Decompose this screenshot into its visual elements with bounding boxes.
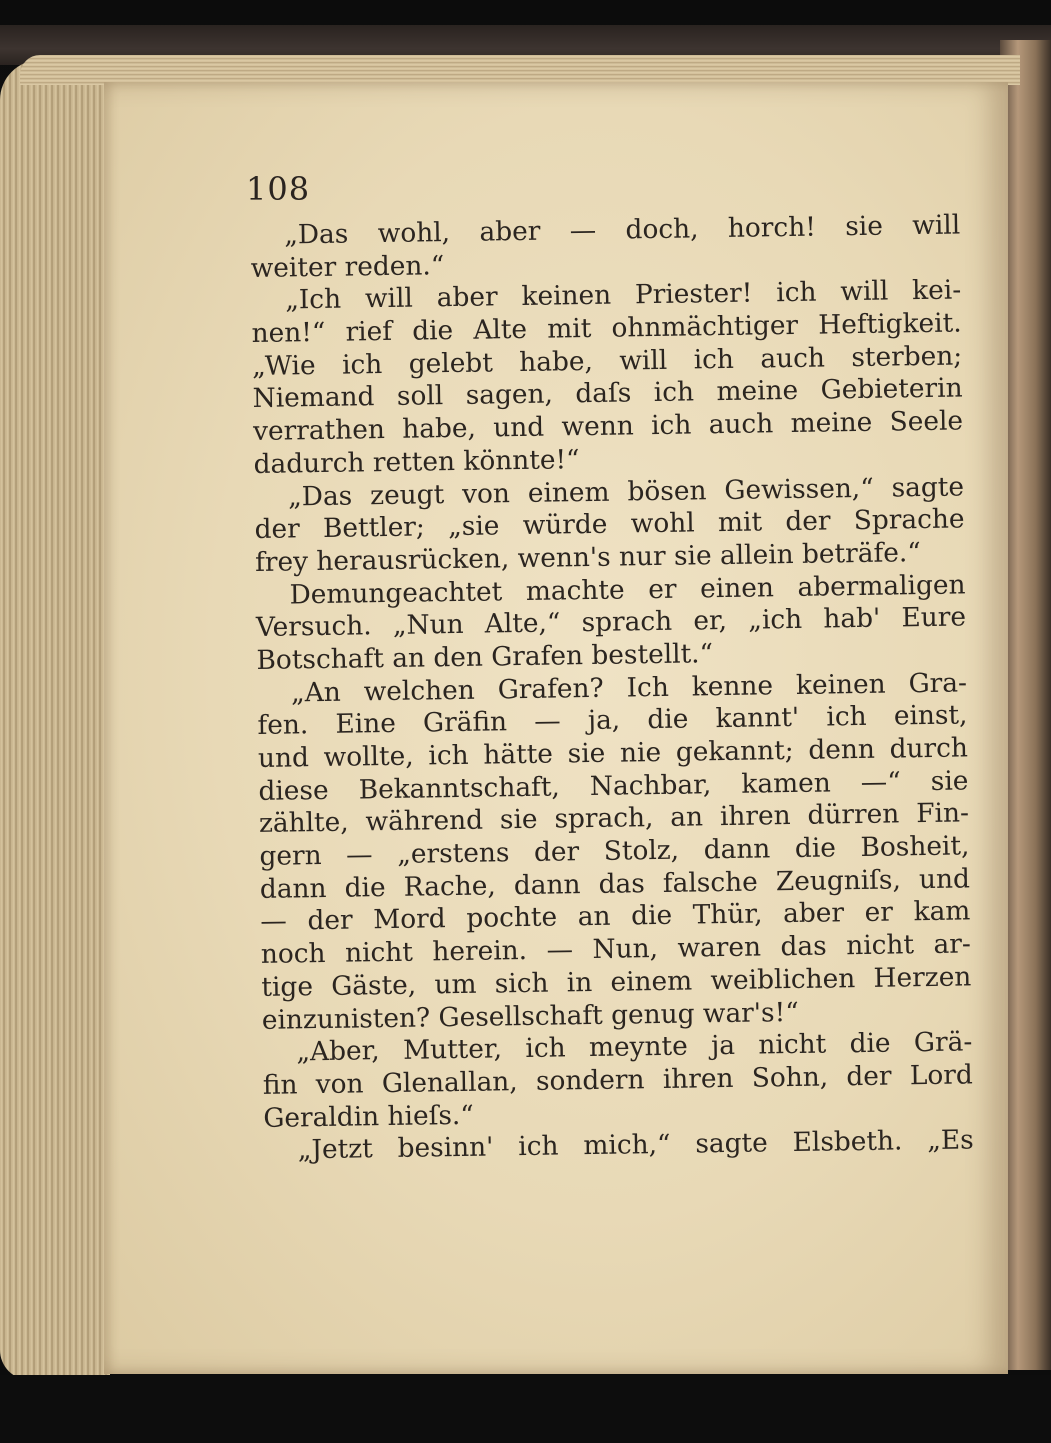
- background-bottom: [0, 1375, 1051, 1443]
- text-line: nen!“ rief die Alte mit ohnmächtiger Heftigkeit.: [251, 307, 962, 350]
- text-line: „Das zeugt von einem bösen Gewissen,“ sagte: [287, 470, 965, 512]
- text-line: tige Gäste, um sich in einem weiblichen Herzen: [261, 961, 972, 1003]
- text-line: gern — „erstens der Stolz, dann die Bosheit,: [259, 830, 970, 872]
- text-line: „Wie ich gelebt habe, will ich auch sterben;: [251, 340, 963, 382]
- text-line: verrathen habe, und wenn ich auch meine Seele: [252, 405, 964, 448]
- text-line: dann die Rache, dann das falsche Zeugniſs, und: [259, 863, 971, 905]
- text-line: noch nicht herein. — Nun, waren das nicht ar-: [260, 928, 972, 971]
- text-line: zählte, während sie sprach, an ihren dürren Fin-: [258, 797, 970, 840]
- text-line: „An welchen Grafen? Ich kenne keinen Gra-: [290, 667, 968, 709]
- text-line: Niemand soll sagen, daſs ich meine Gebieterin: [252, 372, 963, 415]
- text-line: „Jetzt besinn' ich mich,“ sagte Elsbeth. „Es: [297, 1124, 974, 1166]
- page-number: 108: [246, 170, 311, 208]
- text-line: fin von Glenallan, sondern ihren Sohn, der Lord: [262, 1059, 973, 1101]
- text-line: dadurch retten könnte!“: [253, 443, 580, 480]
- text-line: frey herausrücken, wenn's nur sie allein beträfe.“: [254, 536, 921, 578]
- text-line: „Ich will aber keinen Priester! ich will kei-: [284, 274, 962, 316]
- text-line: „Das wohl, aber — doch, horch! sie will: [283, 209, 961, 251]
- page-stack-top-edge: [20, 55, 1020, 85]
- text-line: — der Mord pochte an die Thür, aber er kam: [260, 895, 971, 938]
- text-line: und wollte, ich hätte sie nie gekannt; denn durch: [257, 732, 969, 774]
- text-line: diese Bekanntschaft, Nachbar, kamen —“ sie: [258, 765, 969, 807]
- text-line: weiter reden.“: [250, 249, 445, 284]
- page-stack-left-edge: [0, 60, 110, 1380]
- text-line: Versuch. „Nun Alte,“ sprach er, „ich hab' Eure: [255, 601, 967, 644]
- page-text: [250, 209, 974, 1167]
- text-line: einzunisten? Gesellschaft genug war's!“: [261, 996, 799, 1036]
- text-line: der Bettler; „sie würde wohl mit der Sprache: [254, 503, 965, 546]
- text-line: Demungeachtet machte er einen abermaligen: [289, 568, 966, 611]
- text-line: „Aber, Mutter, ich meynte ja nicht die Grä-: [296, 1026, 973, 1068]
- text-line: Geraldin hieſs.“: [263, 1099, 474, 1134]
- text-line: fen. Eine Gräfin — ja, die kannt' ich einst,: [257, 699, 968, 742]
- text-line: Botschaft an den Grafen bestellt.“: [256, 638, 714, 676]
